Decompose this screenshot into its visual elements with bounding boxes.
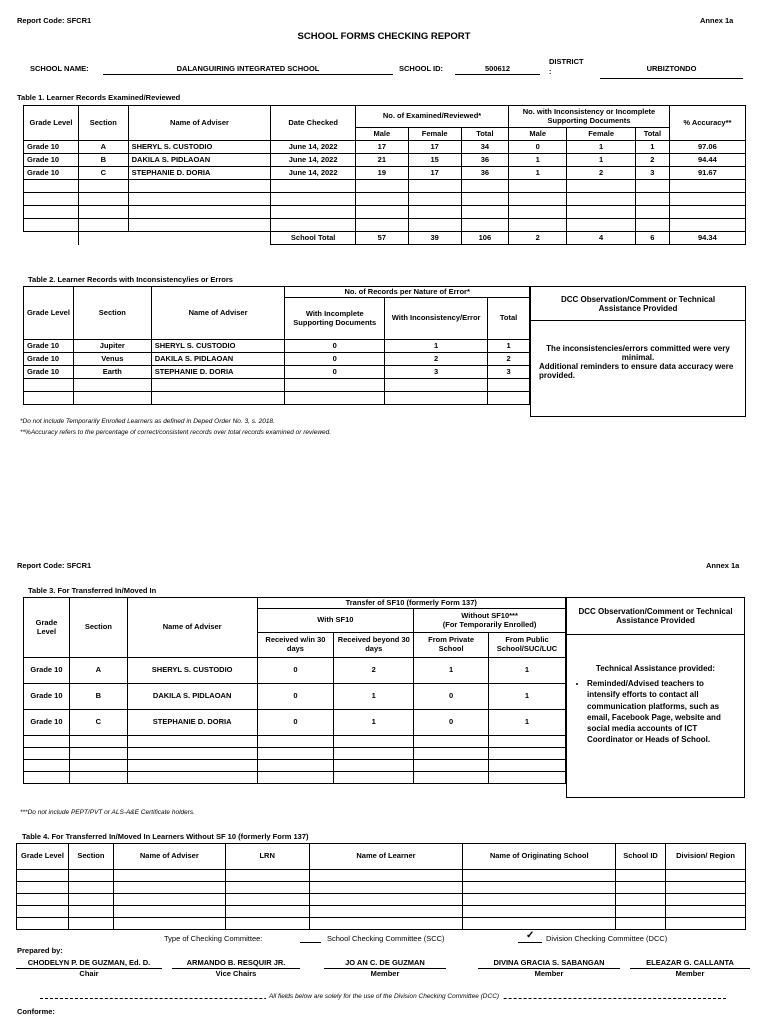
table2 — [23, 286, 530, 405]
table-row-empty — [17, 906, 746, 918]
table-row-empty — [17, 870, 746, 882]
report-code: Report Code: SFCR1 — [17, 16, 92, 25]
dcc-check-icon: ✓ — [526, 930, 535, 941]
committee-label: Type of Checking Committee: — [164, 934, 263, 943]
t4-h-adviser: Name of Adviser — [113, 844, 225, 870]
table2-caption: Table 2. Learner Records with Inconsistency/ies or Errors — [28, 275, 233, 284]
t1-h-total: Total — [461, 128, 509, 141]
signatory-role: Member — [534, 969, 564, 978]
t2-h-total: Total — [488, 298, 530, 340]
table-row: Grade 10 Venus DAKILA S. PIDLAOAN 0 2 2 — [24, 353, 530, 366]
t3-h-private: From Private School — [414, 633, 489, 658]
signatory — [478, 958, 620, 978]
table-row: Grade 10 Earth STEPHANIE D. DORIA 0 3 3 — [24, 366, 530, 379]
t3-h-dcc: DCC Observation/Comment or Technical Assistance Provided — [567, 598, 744, 635]
t2-h-section: Section — [73, 287, 151, 340]
t3-h-grade: Grade Level — [24, 598, 70, 658]
table-row: Grade 10 C STEPHANIE D. DORIA 0 1 0 1 — [24, 710, 566, 736]
table-row: Grade 10 B DAKILA S. PIDLAOAN 0 1 0 1 — [24, 684, 566, 710]
t1-h-inconsistency: No. with Inconsistency or Incomplete Supporting Documents — [509, 106, 670, 128]
t2-dcc-comment — [531, 321, 745, 380]
signatory-role: Member — [675, 969, 705, 978]
footnote-1: *Do not include Temporarily Enrolled Learners as defined in Deped Order No. 3, s. 2018. — [20, 418, 275, 425]
school-name-label: SCHOOL NAME: — [30, 64, 89, 73]
prepared-label: Prepared by: — [17, 946, 63, 955]
table4 — [16, 843, 746, 930]
t1-h-female: Female — [408, 128, 461, 141]
t4-h-school-id: School ID — [616, 844, 666, 870]
conforme-label: Conforme: — [17, 1007, 55, 1016]
annex-label: Annex 1a — [700, 16, 734, 25]
dcc-label: Division Checking Committee (DCC) — [546, 934, 668, 943]
t3-h-without-sub: (For Temporarily Enrolled) — [442, 619, 537, 629]
page-title: SCHOOL FORMS CHECKING REPORT — [297, 31, 471, 42]
t2-h-adviser: Name of Adviser — [151, 287, 285, 340]
footnote-3: ***Do not include PEPT/PVT or ALS-A&E Certificate holders. — [20, 809, 195, 816]
dcc-checkbox-line[interactable] — [518, 942, 542, 943]
t1-h-female2: Female — [567, 128, 636, 141]
t3-dcc-box — [566, 597, 745, 798]
division-note-wrap — [0, 993, 768, 1000]
scc-label: School Checking Committee (SCC) — [327, 934, 445, 943]
report-code-2: Report Code: SFCR1 — [17, 561, 92, 570]
t3-h-beyond: Received beyond 30 days — [334, 633, 414, 658]
table-row-empty — [17, 918, 746, 930]
t1-h-total2: Total — [635, 128, 669, 141]
signatory-name: ELEAZAR G. CALLANTA — [630, 958, 750, 969]
school-id-label: SCHOOL ID: — [399, 64, 444, 73]
t3-h-with: With SF10 — [257, 609, 414, 633]
t3-ta — [567, 635, 744, 745]
t2-h-dcc: DCC Observation/Comment or Technical Assistance Provided — [531, 287, 745, 321]
table-row-empty — [24, 206, 746, 219]
t4-h-section: Section — [68, 844, 113, 870]
t2-h-incomplete: With Incomplete Supporting Documents — [285, 298, 385, 340]
school-id-value: 500612 — [484, 64, 511, 73]
t3-ta-item: • Reminded/Advised teachers to intensify efforts to contact all communication platforms, such as email, Facebook Page, website and social media accounts of ICT Coordinator or Heads of School. — [587, 678, 738, 745]
table1-caption: Table 1. Learner Records Examined/Reviewed — [17, 93, 181, 102]
table-row-empty — [24, 392, 530, 405]
t2-dcc-box — [530, 286, 746, 417]
table-row-empty — [24, 379, 530, 392]
t3-h-adviser: Name of Adviser — [127, 598, 257, 658]
school-name-value: DALANGUIRING INTEGRATED SCHOOL — [176, 64, 320, 73]
t1-h-male: Male — [355, 128, 408, 141]
table-row: Grade 10 A SHERYL S. CUSTODIO 0 2 1 1 — [24, 658, 566, 684]
table-row-empty — [24, 219, 746, 232]
table-row: Grade 10 A SHERYL S. CUSTODIO June 14, 2022 17 17 34 0 1 1 97.06 — [24, 141, 746, 154]
signatory — [172, 958, 300, 978]
table-row-empty — [24, 193, 746, 206]
signatory-name: DIVINA GRACIA S. SABANGAN — [478, 958, 620, 969]
t1-h-accuracy: % Accuracy** — [669, 106, 745, 141]
signatory-name: ARMANDO B. RESQUIR JR. — [172, 958, 300, 969]
t1-h-date: Date Checked — [271, 106, 356, 141]
t4-h-division: Division/ Region — [666, 844, 746, 870]
table-row: Grade 10 B DAKILA S. PIDLAOAN June 14, 2022 21 15 36 1 1 2 94.44 — [24, 154, 746, 167]
table-row-empty — [24, 760, 566, 772]
t3-h-within: Received w/in 30 days — [257, 633, 334, 658]
table4-caption: Table 4. For Transferred In/Moved In Learners Without SF 10 (formerly Form 137) — [22, 832, 309, 841]
t1-h-male2: Male — [509, 128, 567, 141]
t2-dcc-line1: The inconsistencies/errors committed were very minimal. — [546, 344, 730, 362]
t1-total-label: School Total — [271, 232, 356, 245]
t3-h-public: From Public School/SUC/LUC — [489, 633, 566, 658]
t3-h-without-group — [414, 609, 566, 633]
table-row-empty — [17, 894, 746, 906]
scc-checkbox-line[interactable] — [300, 942, 321, 943]
footnote-2: **%Accuracy refers to the percentage of correct/consistent records over total records examined or reviewed. — [20, 429, 332, 436]
t3-h-without: Without SF10*** — [461, 610, 518, 620]
t2-h-inconsistency: With Inconsistency/Error — [385, 298, 488, 340]
t3-h-section: Section — [69, 598, 127, 658]
table-row-empty — [24, 748, 566, 760]
table1 — [23, 105, 746, 245]
t4-h-lrn: LRN — [225, 844, 309, 870]
t1-h-examined: No. of Examined/Reviewed* — [355, 106, 508, 128]
t4-h-grade: Grade Level — [17, 844, 69, 870]
district-colon: : — [549, 67, 552, 76]
signatory-role: Chair — [79, 969, 99, 978]
district-label: DISTRICT — [549, 57, 584, 66]
t4-h-learner: Name of Learner — [309, 844, 463, 870]
t3-ta-title: Technical Assistance provided: — [595, 664, 716, 673]
annex-label-2: Annex 1a — [706, 561, 740, 570]
t2-h-grade: Grade Level — [24, 287, 74, 340]
signatory — [630, 958, 750, 978]
signatory — [324, 958, 446, 978]
t1-h-adviser: Name of Adviser — [128, 106, 271, 141]
district-value: URBIZTONDO — [646, 64, 697, 73]
table-row-empty — [24, 736, 566, 748]
t2-h-nature: No. of Records per Nature of Error* — [285, 287, 530, 298]
table-row-empty — [24, 180, 746, 193]
t1-h-section: Section — [78, 106, 128, 141]
table-row-empty — [24, 772, 566, 784]
table-row: Grade 10 C STEPHANIE D. DORIA June 14, 2022 19 17 36 1 2 3 91.67 — [24, 167, 746, 180]
division-note: All fields below are solely for the use of the Division Checking Committee (DCC) — [266, 993, 502, 1000]
signatory-role: Vice Chairs — [215, 969, 257, 978]
table-row: Grade 10 Jupiter SHERYL S. CUSTODIO 0 1 1 — [24, 340, 530, 353]
signatory-role: Member — [370, 969, 400, 978]
signatory-name: JO AN C. DE GUZMAN — [324, 958, 446, 969]
signatory-name: CHODELYN P. DE GUZMAN, Ed. D. — [16, 958, 162, 969]
table3-caption: Table 3. For Transferred In/Moved In — [28, 586, 157, 595]
table-row-total: School Total 57 39 106 2 4 6 94.34 — [24, 232, 746, 245]
table3 — [23, 597, 566, 784]
signatory — [16, 958, 162, 978]
t1-h-grade: Grade Level — [24, 106, 79, 141]
t2-dcc-line2: Additional reminders to ensure data accuracy were provided. — [539, 362, 734, 380]
t4-h-origin: Name of Originating School — [463, 844, 616, 870]
table-row-empty — [17, 882, 746, 894]
t3-h-transfer: Transfer of SF10 (formerly Form 137) — [257, 598, 566, 609]
